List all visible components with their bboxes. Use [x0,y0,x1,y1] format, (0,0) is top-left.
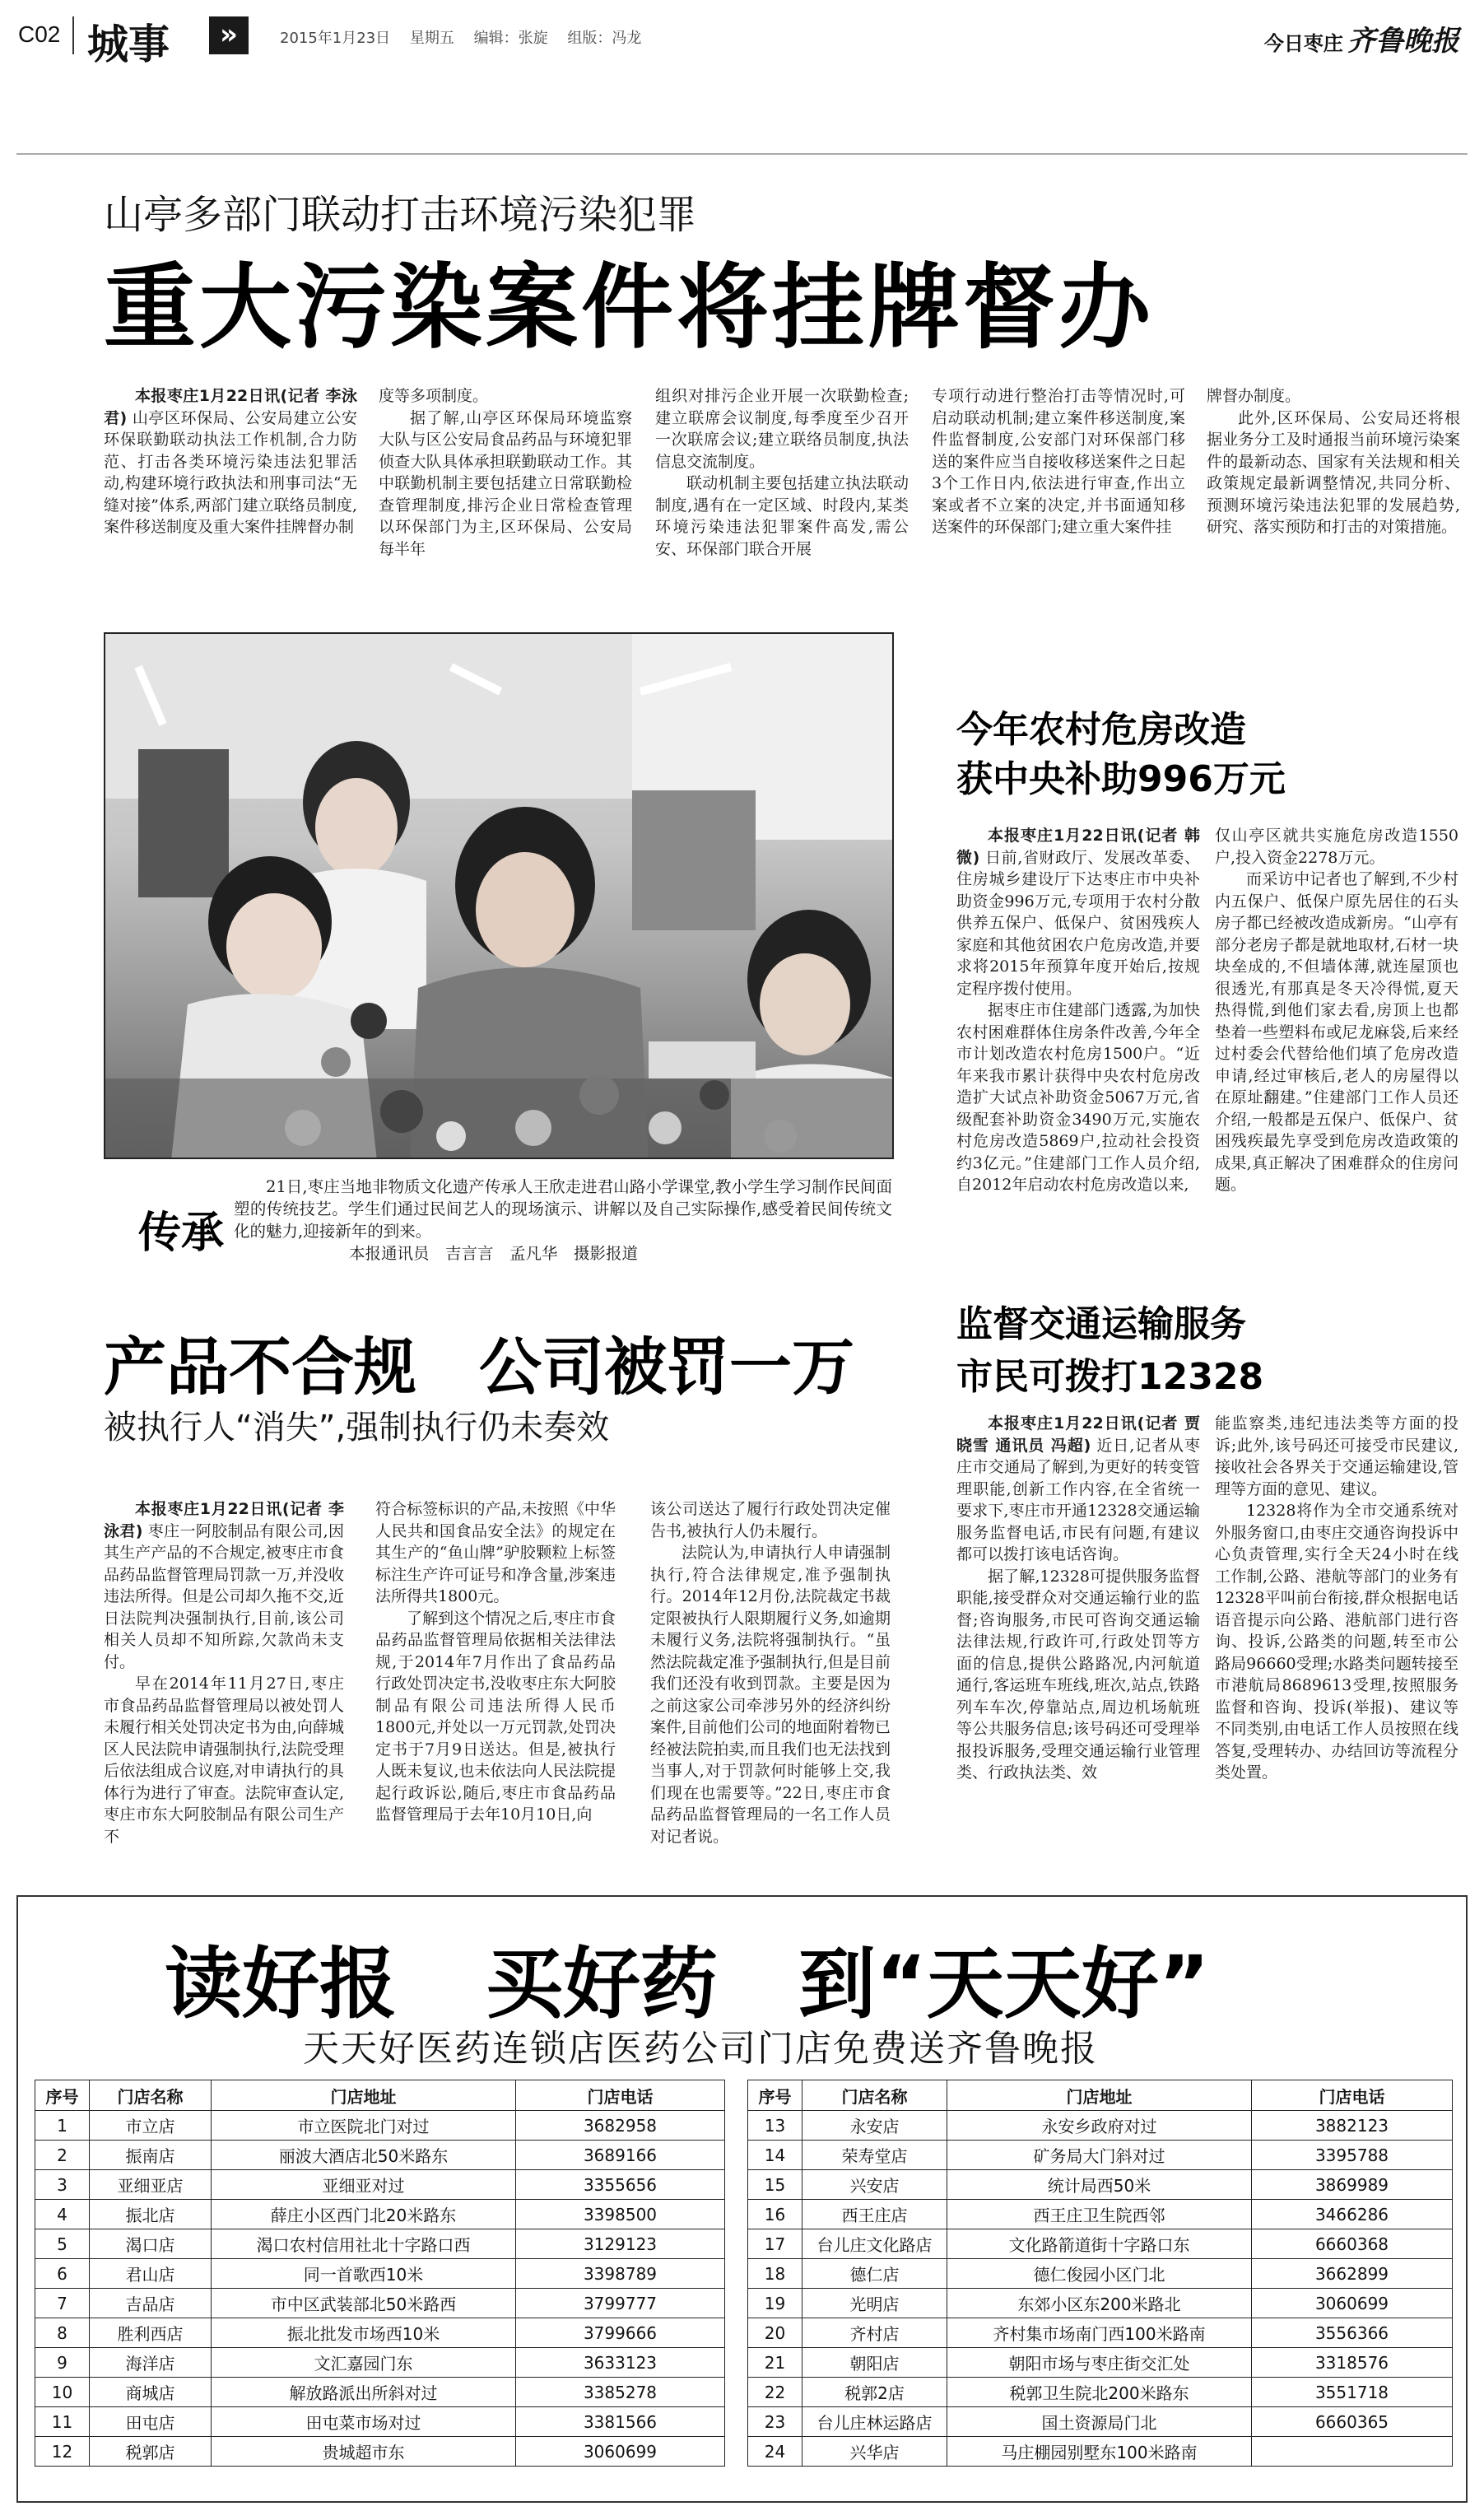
store-phone: 6660368 [1252,2229,1453,2259]
store-phone: 3398789 [516,2259,725,2289]
store-name: 振南店 [90,2141,212,2170]
store-name: 永安店 [802,2111,947,2141]
news-photo [104,632,894,1159]
store-address: 马庄棚园别墅东100米路南 [947,2437,1252,2467]
col-header-address: 门店地址 [947,2080,1252,2111]
col-header-phone: 门店电话 [1252,2080,1453,2111]
store-phone: 3682958 [516,2111,725,2141]
store-no: 10 [35,2378,90,2407]
table-row [748,2348,1453,2378]
store-address: 文化路箭道街十字路口东 [947,2229,1252,2259]
housing-headline-1: 今年农村危房改造 [956,709,1246,751]
transport-headline-1: 监督交通运输服务 [956,1303,1246,1345]
table-row [748,2378,1453,2407]
store-no: 3 [35,2170,90,2200]
store-address: 渴口农村信用社北十字路口西 [212,2229,516,2259]
table-row [35,2259,725,2289]
store-phone: 3060699 [516,2437,725,2467]
store-no: 7 [35,2289,90,2318]
table-row [35,2111,725,2141]
store-no: 4 [35,2200,90,2229]
issue-date: 2015年1月23日 [280,30,391,47]
page-number: C02 [18,21,61,47]
fine-subheadline: 被执行人“消失”,强制执行仍未奏效 [104,1409,610,1447]
store-phone: 3395788 [1252,2141,1453,2170]
masthead-today: 今日枣庄 [1263,32,1343,55]
table-row [748,2170,1453,2200]
store-no: 8 [35,2318,90,2348]
table-row [748,2229,1453,2259]
fine-headline: 产品不合规 公司被罚一万 [104,1330,854,1404]
store-phone: 3799666 [516,2318,725,2348]
fine-col-1: 本报枣庄1月22日讯(记者 李泳君) 枣庄一阿胶制品有限公司,因其生产产品的不合规定,被枣庄市食品药品监督管理局罚款一万,并没收违法所得。但是公司却久拖不交,近日法院判决强制执行,目前,该公司相关人员却不知所踪,欠款尚未支付。 早在2014年11月27日,枣庄市食品药品监督管理局以被处罚人未履行相关处罚决定书为由,向薛城区人民法院申请强制执行,法院受理后依法组成合议庭,对申请执行的具体行为进行了审查。法院审查认定,枣庄市东大阿胶制品有限公司生产不 [104,1500,344,1846]
store-name: 兴安店 [802,2170,947,2200]
lead-col-3: 组织对排污企业开展一次联勤检查;建立联席会议制度,每季度至少召开一次联席会议;建立联络员制度,执法信息交流制度。 联动机制主要包括建立执法联动制度,遇有在一定区域、时段内,某类环境污染违法犯罪案件高发,需公安、环保部门联合开展 [655,387,909,558]
col-header-name: 门店名称 [90,2080,212,2111]
store-address: 同一首歌西10米 [212,2259,516,2289]
store-no: 2 [35,2141,90,2170]
store-phone: 3381566 [516,2407,725,2437]
store-no: 22 [748,2378,802,2407]
table-header-row [35,2080,725,2111]
table-row [35,2407,725,2437]
table-row [748,2437,1453,2467]
store-no: 11 [35,2407,90,2437]
table-row [748,2289,1453,2318]
table-row [35,2141,725,2170]
store-no: 24 [748,2437,802,2467]
store-address: 齐村集市场南门西100米路南 [947,2318,1252,2348]
store-name: 台儿庄文化路店 [802,2229,947,2259]
table-header-row [748,2080,1453,2111]
store-phone: 3466286 [1252,2200,1453,2229]
store-address: 田屯菜市场对过 [212,2407,516,2437]
store-name: 吉品店 [90,2289,212,2318]
issue-info [280,26,641,48]
photo-credit: 本报通讯员 吉言言 孟凡华 摄影报道 [349,1244,639,1263]
store-phone: 3689166 [516,2141,725,2170]
store-name: 税郭店 [90,2437,212,2467]
table-row [35,2170,725,2200]
lead-col-4: 专项行动进行整治打击等情况时,可启动联动机制;建立案件移送制度,案件监督制度,公安部门对环保部门移送的案件应当自接收移送案件之日起3个工作日内,依法进行审查,作出立案或者不立案的决定,并书面通知移送案件的环保部门;建立重大案件挂 [932,387,1185,536]
store-phone: 3355656 [516,2170,725,2200]
transport-dateline: 本报枣庄1月22日讯(记者 贾晓雪 通讯员 冯超) [956,1414,1200,1455]
col-header-address: 门店地址 [212,2080,516,2111]
store-name: 兴华店 [802,2437,947,2467]
store-name: 西王庄店 [802,2200,947,2229]
store-phone: 3385278 [516,2378,725,2407]
store-no: 5 [35,2229,90,2259]
store-address: 薛庄小区西门北20米路东 [212,2200,516,2229]
housing-headline-2: 获中央补助996万元 [956,758,1286,800]
store-no: 1 [35,2111,90,2141]
store-phone: 3633123 [516,2348,725,2378]
store-name: 齐村店 [802,2318,947,2348]
store-address: 贵城超市东 [212,2437,516,2467]
store-address: 丽波大酒店北50米路东 [212,2141,516,2170]
store-no: 17 [748,2229,802,2259]
store-address: 朝阳市场与枣庄街交汇处 [947,2348,1252,2378]
store-name: 市立店 [90,2111,212,2141]
store-no: 19 [748,2289,802,2318]
masthead [1264,18,1459,58]
store-name: 君山店 [90,2259,212,2289]
store-no: 23 [748,2407,802,2437]
table-row [35,2318,725,2348]
store-address: 亚细亚对过 [212,2170,516,2200]
store-phone: 3398500 [516,2200,725,2229]
table-row [35,2378,725,2407]
col-header-name: 门店名称 [802,2080,947,2111]
housing-dateline: 本报枣庄1月22日讯(记者 韩微) [956,827,1200,867]
table-row [35,2437,725,2467]
photo-illustration [105,634,894,1159]
store-name: 振北店 [90,2200,212,2229]
store-address: 市立医院北门对过 [212,2111,516,2141]
fine-col-2: 符合标签标识的产品,未按照《中华人民共和国食品安全法》的规定在其生产的“鱼山牌”驴胶颗粒上标签标注生产许可证号和净含量,涉案违法所得共1800元。 了解到这个情况之后,枣庄市食品药品监督管理局依据相关法律法规,于2014年7月作出了食品药品行政处罚决定书,没收枣庄东大阿胶制品有限公司违法所得人民币1800元,并处以一万元罚款,处罚决定书于7月9日送达。但是,被执行人既未复议,也未依法向人民法院提起行政诉讼,随后,枣庄市食品药品监督管理局于去年10月10日,向 [375,1500,616,1824]
store-name: 亚细亚店 [90,2170,212,2200]
store-address: 市中区武装部北50米路西 [212,2289,516,2318]
store-address: 税郭卫生院北200米路东 [947,2378,1252,2407]
store-name: 税郭2店 [802,2378,947,2407]
ad-slogan-2: 买好药 [486,1940,719,2029]
store-no: 12 [35,2437,90,2467]
store-name: 荣寿堂店 [802,2141,947,2170]
store-no: 9 [35,2348,90,2378]
store-phone: 3551718 [1252,2378,1453,2407]
col-header-no: 序号 [35,2080,90,2111]
store-phone: 3318576 [1252,2348,1453,2378]
transport-headline-2: 市民可拨打12328 [956,1356,1264,1398]
lead-col-5: 牌督办制度。 此外,区环保局、公安局还将根据业务分工及时通报当前环境污染案件的最新动态、国家有关法规和相关政策规定最新调整情况,共同分析、预测环境污染违法犯罪的发展趋势,研究、落实预防和打击的对策措施。 [1207,387,1460,536]
store-no: 13 [748,2111,802,2141]
store-address: 国土资源局门北 [947,2407,1252,2437]
ad-subline: 天天好医药连锁店医药公司门店免费送齐鲁晚报 [303,2028,1098,2070]
store-address: 永安乡政府对过 [947,2111,1252,2141]
store-no: 16 [748,2200,802,2229]
fine-col-3: 该公司送达了履行行政处罚决定催告书,被执行人仍未履行。 法院认为,申请执行人申请强制执行,符合法律规定,准予强制执行。2014年12月份,法院裁定书裁定限被执行人限期履行义务,如逾期未履行义务,法院将强制执行。“虽然法院裁定准予强制执行,但是目前我们还没有收到罚款。主要是因为之前这家公司牵涉另外的经济纠纷案件,目前他们公司的地面附着物已经被法院拍卖,而且我们也无法找到当事人,对于罚款何时能够上交,我们现在也需要等。”22日,枣庄市食品药品监督管理局的一名工作人员对记者说。 [650,1500,891,1846]
store-name: 胜利西店 [90,2318,212,2348]
store-phone: 3869989 [1252,2170,1453,2200]
masthead-logo: 齐鲁晚报 [1347,25,1459,58]
store-address: 矿务局大门斜对过 [947,2141,1252,2170]
store-name: 田屯店 [90,2407,212,2437]
store-address: 东郊小区东200米路北 [947,2289,1252,2318]
store-phone: 3129123 [516,2229,725,2259]
store-phone: 3556366 [1252,2318,1453,2348]
housing-col-2: 仅山亭区就共实施危房改造1550户,投入资金2278万元。 而采访中记者也了解到,不少村内五保户、低保户原先居住的石头房子都已经被改造成新房。“山亭有部分老房子都是就地取材,石材一块块垒成的,不但墙体薄,就连屋顶也很透光,有那真是冬天冷得慌,夏天热得慌,到他们家去看,房顶上也都垫着一些塑料布或尼龙麻袋,后来经过村委会代替给他们填了危房改造申请,经过审核后,老人的房屋得以在原址翻建。”住建部门工作人员还介绍,一般都是五保户、低保户、贫困残疾最先享受到危房改造政策的成果,真正解决了困难群众的住房问题。 [1215,827,1458,1194]
lead-col-2: 度等多项制度。 据了解,山亭区环保局环境监察大队与区公安局食品药品与环境犯罪侦查大队具体承担联勤联动工作。其中联勤机制主要包括建立日常联勤检查管理制度,排污企业日常检查管理以环保部门为主,区环保局、公安局每半年 [379,387,632,558]
issue-designer: 组版：冯龙 [567,30,642,47]
table-row [748,2141,1453,2170]
transport-col-2: 能监察类,违纪违法类等方面的投诉;此外,该号码还可接受市民建议,接收社会各界关于交通运输建设,管理等方面的意见、建议。 12328将作为全市交通系统对外服务窗口,由枣庄交通咨询投诉中心负责管理,实行全天24小时在线工作制,公路、港航等部门的业务有12328平叫前台衔接,群众根据电话语音提示向公路、港航部门进行咨询、投诉,公路类的问题,转至市公路局96660受理;水路类问题转接至市港航局8689613受理,按照服务监督和咨询、投诉(举报)、建议等不同类别,由电话工作人员按照在线答复,受理转办、办结回访等流程分类处置。 [1215,1414,1458,1782]
table-row [748,2259,1453,2289]
table-row [748,2318,1453,2348]
store-address: 振北批发市场西10米 [212,2318,516,2348]
lead-col-1: 本报枣庄1月22日讯(记者 李泳君) 山亭区环保局、公安局建立公安环保联勤联动执法工作机制,合力防范、打击各类环境污染违法犯罪活动,构建环境行政执法和刑事司法“无缝对接”体系,两部门建立联络员制度,案件移送制度及重大案件挂牌督办制 [104,387,357,536]
store-name: 商城店 [90,2378,212,2407]
fine-dateline: 本报枣庄1月22日讯(记者 李泳君) [104,1500,344,1540]
store-no: 20 [748,2318,802,2348]
table-row [35,2348,725,2378]
photo-title: 传承 [138,1209,225,1258]
store-no: 18 [748,2259,802,2289]
store-name: 台儿庄林运路店 [802,2407,947,2437]
col-header-no: 序号 [748,2080,802,2111]
ad-slogan-1: 读好报 [165,1940,398,2029]
store-phone: 3662899 [1252,2259,1453,2289]
photo-caption: 21日,枣庄当地非物质文化遗产传承人王欣走进君山路小学课堂,教小学生学习制作民间面塑的传统技艺。学生们通过民间艺人的现场演示、讲解以及自己实际操作,感受着民间传统文化的魅力,迎接新年的到来。 本报通讯员 吉言言 孟凡华 摄影报道 [234,1177,892,1263]
table-row [748,2407,1453,2437]
section-arrow-icon: » [209,16,249,54]
table-row [748,2111,1453,2141]
housing-col-1: 本报枣庄1月22日讯(记者 韩微) 日前,省财政厅、发展改革委、住房城乡建设厅下达枣庄市中央补助资金996万元,专项用于农村分散供养五保户、低保户、贫困残疾人家庭和其他贫困农户危房改造,并要求将2015年预算年度开始后,按规定程序拨付使用。 据枣庄市住建部门透露,为加快农村困难群体住房条件改善,今年全市计划改造农村危房1500户。“近年来我市累计获得中央农村危房改造扩大试点补助资金5067万元,省级配套补助资金3490万元,实施农村危房改造5869户,拉动社会投资约3亿元。”住建部门工作人员介绍,自2012年启动农村危房改造以来, [956,827,1200,1194]
store-table-left [35,2080,725,2467]
store-name: 朝阳店 [802,2348,947,2378]
header-rule [16,153,1468,155]
table-row [35,2229,725,2259]
store-phone: 3882123 [1252,2111,1453,2141]
table-row [35,2200,725,2229]
store-address: 德仁俊园小区门北 [947,2259,1252,2289]
store-no: 15 [748,2170,802,2200]
store-no: 21 [748,2348,802,2378]
lead-kicker: 山亭多部门联动打击环境污染犯罪 [104,192,697,238]
store-phone: 6660365 [1252,2407,1453,2437]
store-address: 文汇嘉园门东 [212,2348,516,2378]
store-phone: 3060699 [1252,2289,1453,2318]
table-row [748,2200,1453,2229]
lead-headline: 重大污染案件将挂牌督办 [104,254,1154,361]
store-name: 光明店 [802,2289,947,2318]
lead-dateline: 本报枣庄1月22日讯(记者 李泳君) [104,387,357,427]
transport-col-1: 本报枣庄1月22日讯(记者 贾晓雪 通讯员 冯超) 近日,记者从枣庄市交通局了解到,为更好的转变管理职能,创新工作内容,在全省统一要求下,枣庄市开通12328交通运输服务监督电话,市民有问题,有建议都可以拨打该电话咨询。 据了解,12328可提供服务监督职能,接受群众对交通运输行业的监督;咨询服务,市民可咨询交通运输法律法规,行政许可,行政处罚等方面的信息,提供公路路况,内河航道通行,客运班车班线,班次,站点,铁路列车车次,停靠站点,周边机场航班等公共服务信息;该号码还可受理举报投诉服务,受理交通运输行业管理类、行政执法类、效 [956,1414,1200,1782]
store-no: 6 [35,2259,90,2289]
issue-editor: 编辑：张旋 [473,30,548,47]
header-divider [72,16,74,54]
store-table-right [747,2080,1453,2467]
store-name: 渴口店 [90,2229,212,2259]
store-address: 西王庄卫生院西邻 [947,2200,1252,2229]
store-name: 德仁店 [802,2259,947,2289]
store-address: 统计局西50米 [947,2170,1252,2200]
issue-weekday: 星期五 [409,30,454,47]
store-phone: 3799777 [516,2289,725,2318]
store-name: 海洋店 [90,2348,212,2378]
section-title: 城事 [87,21,170,68]
ad-slogan-3: 到“天天好” [798,1940,1210,2029]
table-row [35,2289,725,2318]
store-address: 解放路派出所斜对过 [212,2378,516,2407]
store-no: 14 [748,2141,802,2170]
store-phone [1252,2437,1453,2467]
col-header-phone: 门店电话 [516,2080,725,2111]
